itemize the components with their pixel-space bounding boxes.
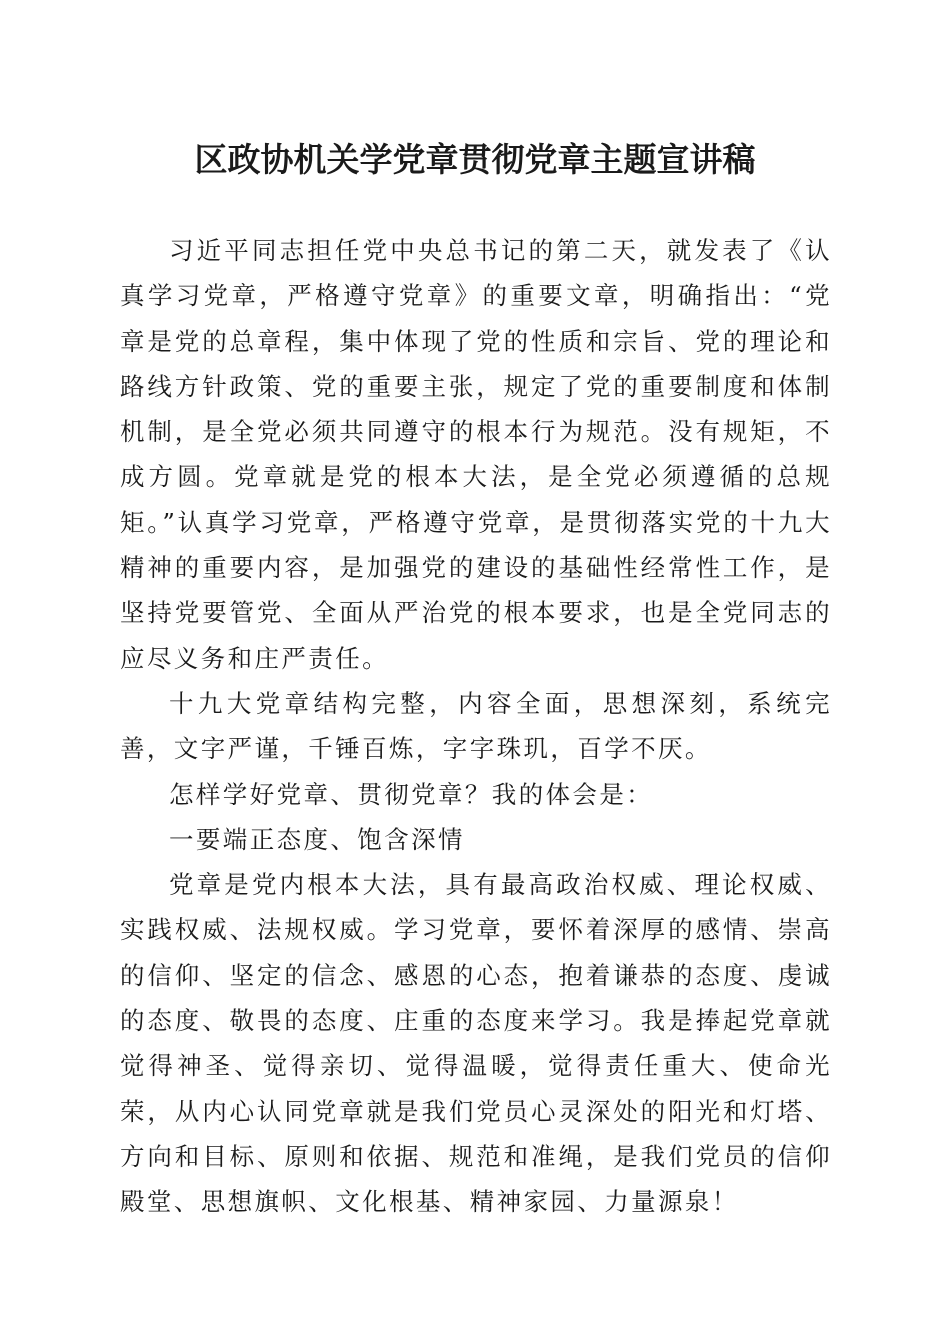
document-body xyxy=(120,228,832,1225)
paragraph-question: 怎样学好党章、贯彻党章？我的体会是： xyxy=(169,779,654,809)
document-title: 区政协机关学党章贯彻党章主题宣讲稿 xyxy=(194,140,756,179)
paragraph-party-constitution: 十九大党章结构完整，内容全面，思想深刻，系统完善，文字严谨，千锤百炼，字字珠玑，百学不厌。 xyxy=(120,688,832,764)
paragraph-attitude: 党章是党内根本大法，具有最高政治权威、理论权威、实践权威、法规权威。学习党章，要怀着深厚的感情、崇高的信仰、坚定的信念、感恩的心态，抱着谦恭的态度、虔诚的态度、敬畏的态度、庄重的态度来学习。我是捧起党章就觉得神圣、觉得亲切、觉得温暖，觉得责任重大、使命光荣，从内心认同党章就是我们党员心灵深处的阳光和灯塔、方向和目标、原则和依据、规范和准绳，是我们党员的信仰殿堂、思想旗帜、文化根基、精神家园、力量源泉！ xyxy=(120,870,832,1217)
paragraph-intro: 习近平同志担任党中央总书记的第二天，就发表了《认真学习党章，严格遵守党章》的重要文章，明确指出：“党章是党的总章程，集中体现了党的性质和宗旨、党的理论和路线方针政策、党的重要主张，规定了党的重要制度和体制机制，是全党必须共同遵守的根本行为规范。没有规矩，不成方圆。党章就是党的根本大法，是全党必须遵循的总规矩。”认真学习党章，严格遵守党章，是贯彻落实党的十九大精神的重要内容，是加强党的建设的基础性经常性工作，是坚持党要管党、全面从严治党的根本要求，也是全党同志的应尽义务和庄严责任。 xyxy=(120,236,832,673)
section-heading-1: 一要端正态度、饱含深情 xyxy=(169,824,465,854)
